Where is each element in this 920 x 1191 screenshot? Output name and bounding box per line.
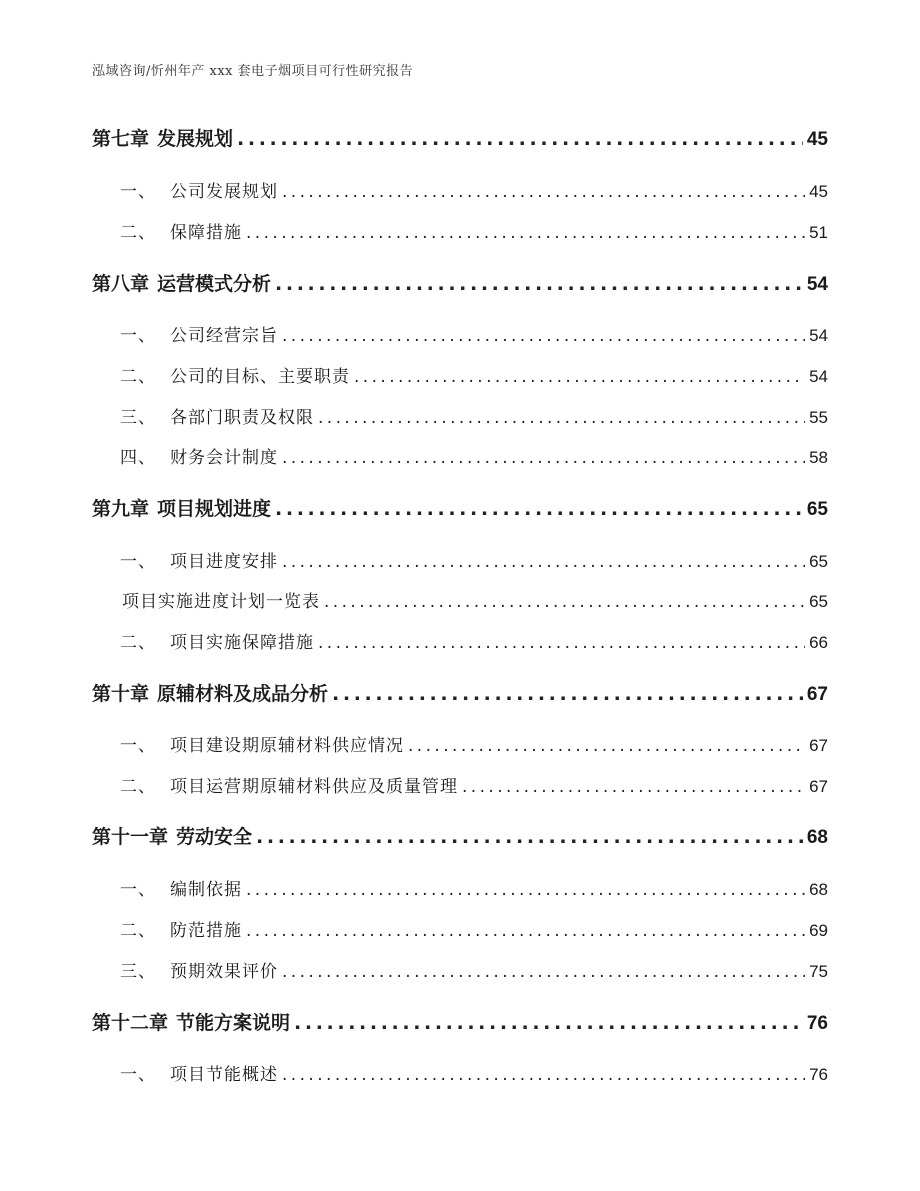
dot-leader: [275, 273, 803, 295]
toc-page-number: 66: [809, 633, 828, 652]
dot-leader: [332, 683, 803, 705]
toc-section-row[interactable]: [92, 547, 828, 572]
dot-leader: [282, 326, 805, 346]
toc-section-row[interactable]: [92, 321, 828, 346]
toc-number: 二、: [120, 921, 156, 941]
dot-leader: [237, 128, 803, 150]
dot-leader: [275, 498, 803, 520]
dot-leader: [246, 223, 805, 243]
toc-page-number: 55: [809, 408, 828, 427]
toc-number: 三、: [120, 408, 156, 428]
toc-section-row[interactable]: [92, 731, 828, 756]
dot-leader: [462, 777, 805, 797]
toc-section-row[interactable]: [92, 362, 828, 387]
toc-number: 第九章: [92, 498, 150, 520]
toc-title: 原辅材料及成品分析: [157, 683, 329, 705]
toc-page-number: 76: [809, 1065, 828, 1084]
toc-number: 第七章: [92, 128, 150, 150]
toc-title: 项目实施保障措施: [170, 633, 314, 653]
toc-page-number: 45: [809, 182, 828, 201]
toc-title: 防范措施: [170, 921, 242, 941]
toc-section-row[interactable]: [92, 916, 828, 941]
toc-section-row[interactable]: [92, 218, 828, 243]
toc-page-number: 65: [809, 592, 828, 611]
toc-section-row[interactable]: [92, 403, 828, 428]
toc-number: 第十一章: [92, 826, 169, 848]
toc-number: 一、: [120, 736, 156, 756]
toc-title: 运营模式分析: [157, 273, 272, 295]
toc-page-number: 67: [806, 684, 828, 705]
page-header: 泓域咨询/忻州年产 xxx 套电子烟项目可行性研究报告: [92, 64, 414, 79]
toc-title: 项目实施进度计划一览表: [122, 592, 320, 612]
toc-title: 劳动安全: [176, 826, 253, 848]
dot-leader: [318, 408, 805, 428]
dot-leader: [324, 592, 805, 612]
dot-leader: [256, 826, 803, 848]
toc-title: 项目运营期原辅材料供应及质量管理: [170, 777, 458, 797]
toc-title: 各部门职责及权限: [170, 408, 314, 428]
toc-number: 第十二章: [92, 1012, 169, 1034]
toc-title: 发展规划: [157, 128, 234, 150]
toc-section-row[interactable]: [92, 875, 828, 900]
toc-title: 节能方案说明: [176, 1012, 291, 1034]
toc-page-number: 54: [809, 326, 828, 345]
dot-leader: [282, 1065, 805, 1085]
toc-number: 四、: [120, 448, 156, 468]
toc-title: 编制依据: [170, 880, 242, 900]
toc-title: 项目建设期原辅材料供应情况: [170, 736, 404, 756]
toc-section-row[interactable]: [92, 772, 828, 797]
toc-page-number: 68: [809, 880, 828, 899]
toc-page-number: 51: [809, 223, 828, 242]
toc-section-row[interactable]: [92, 1060, 828, 1085]
toc-page-number: 75: [809, 962, 828, 981]
toc-number: 一、: [120, 552, 156, 572]
toc-title: 项目进度安排: [170, 552, 278, 572]
toc-page-number: 58: [809, 448, 828, 467]
dot-leader: [294, 1012, 803, 1034]
toc-title: 项目节能概述: [170, 1065, 278, 1085]
toc-section-row[interactable]: [92, 628, 828, 653]
toc-number: 一、: [120, 1065, 156, 1085]
toc-page-number: 76: [806, 1013, 828, 1034]
toc-title: 公司的目标、主要职责: [170, 367, 350, 387]
toc-chapter-row[interactable]: [92, 124, 828, 151]
dot-leader: [282, 962, 805, 982]
dot-leader: [282, 182, 805, 202]
toc-title: 公司经营宗旨: [170, 326, 278, 346]
dot-leader: [318, 633, 805, 653]
toc-number: 第十章: [92, 683, 150, 705]
toc-page-number: 45: [806, 129, 828, 150]
toc-page-number: 54: [809, 367, 828, 386]
toc-section-row[interactable]: [92, 443, 828, 468]
toc-chapter-row[interactable]: [92, 269, 828, 296]
toc-number: 二、: [120, 223, 156, 243]
toc-number: 第八章: [92, 273, 150, 295]
toc-chapter-row[interactable]: [92, 679, 828, 706]
toc-page-number: 65: [806, 499, 828, 520]
toc-page-number: 67: [809, 736, 828, 755]
toc-chapter-row[interactable]: [92, 822, 828, 849]
toc-number: 二、: [120, 367, 156, 387]
toc-number: 二、: [120, 777, 156, 797]
dot-leader: [246, 880, 805, 900]
dot-leader: [354, 367, 805, 387]
toc-page-number: 69: [809, 921, 828, 940]
toc-section-row[interactable]: [92, 587, 828, 612]
dot-leader: [408, 736, 805, 756]
toc-page-number: 54: [806, 274, 828, 295]
toc-number: 一、: [120, 880, 156, 900]
toc-page-number: 65: [809, 552, 828, 571]
toc-section-row[interactable]: [92, 957, 828, 982]
toc-chapter-row[interactable]: [92, 494, 828, 521]
toc-number: 三、: [120, 962, 156, 982]
toc-section-row[interactable]: [92, 177, 828, 202]
toc-title: 公司发展规划: [170, 182, 278, 202]
dot-leader: [282, 448, 805, 468]
toc-title: 项目规划进度: [157, 498, 272, 520]
toc-title: 财务会计制度: [170, 448, 278, 468]
toc-page-number: 67: [809, 777, 828, 796]
toc-number: 一、: [120, 182, 156, 202]
toc-title: 预期效果评价: [170, 962, 278, 982]
toc-title: 保障措施: [170, 223, 242, 243]
toc-number: 二、: [120, 633, 156, 653]
toc-number: 一、: [120, 326, 156, 346]
toc-page-number: 68: [806, 827, 828, 848]
toc-chapter-row[interactable]: [92, 1008, 828, 1035]
dot-leader: [246, 921, 805, 941]
dot-leader: [282, 552, 805, 572]
